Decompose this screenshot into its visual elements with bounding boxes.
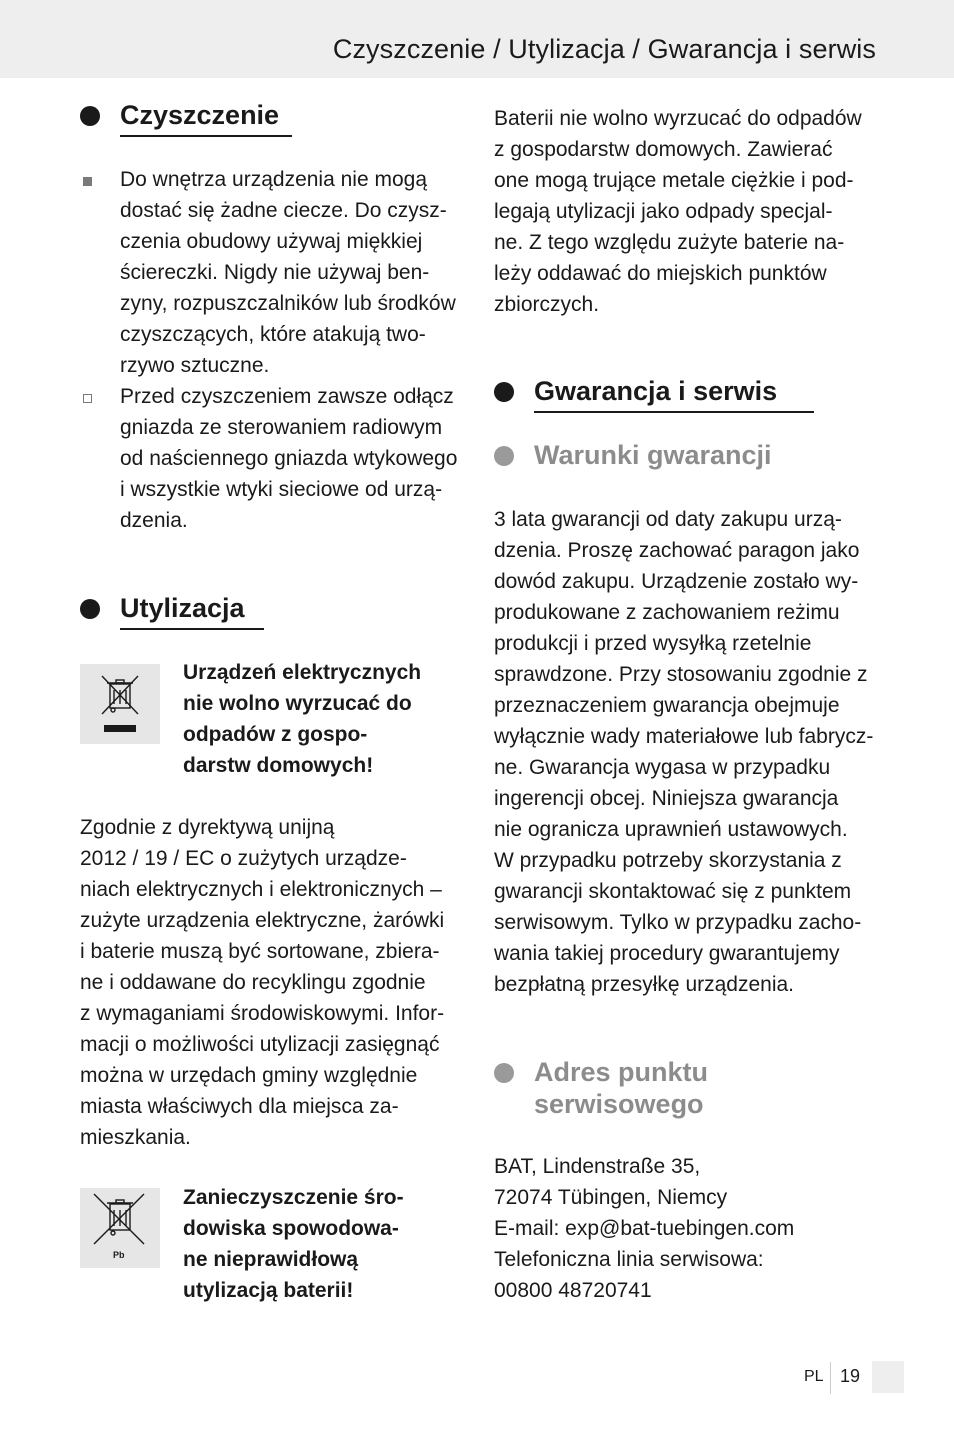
text-line: gwarancji skontaktować się z punktem <box>494 880 852 903</box>
text-line: zużyte urządzenia elektryczne, żarówki <box>80 909 445 932</box>
text-line: dzenia. Proszę zachować paragon jako <box>494 539 860 562</box>
bullet-dot-icon <box>80 106 100 126</box>
page-number: 19 <box>840 1366 861 1386</box>
text-line: Urządzeń elektrycznych <box>183 661 422 684</box>
text-line: miasta właściwych dla miejsca za- <box>80 1095 399 1118</box>
crossed-bin-pb-icon <box>80 1188 160 1268</box>
address-heading-text <box>534 1056 708 1120</box>
text-line: BAT, Lindenstraße 35, <box>494 1155 701 1178</box>
heading-underline <box>534 411 814 413</box>
heading-underline <box>120 628 264 630</box>
cleaning-item-2-text <box>120 381 457 536</box>
text-line: utylizacją baterii! <box>183 1279 354 1302</box>
footer-tab <box>872 1361 904 1393</box>
cleaning-item-1-text <box>120 164 456 381</box>
warranty-heading <box>494 376 777 407</box>
text-line: legają utylizacji jako odpady specjal- <box>494 200 833 223</box>
text-line: 72074 Tübingen, Niemcy <box>494 1186 728 1209</box>
pb-label: Pb <box>113 1250 125 1260</box>
text-line: macji o możliwości utylizacji zasięgnąć <box>80 1033 440 1056</box>
text-line: ściereczki. Nigdy nie używaj ben- <box>120 261 430 284</box>
text-line: leży oddawać do miejskich punktów <box>494 262 827 285</box>
footer-divider <box>830 1362 831 1394</box>
heading-underline <box>120 135 292 137</box>
cleaning-heading <box>80 100 279 131</box>
directive-paragraph <box>80 812 444 1153</box>
text-line: zbiorczych. <box>494 293 600 316</box>
text-line: 2012 / 19 / EC o zużytych urządze- <box>80 847 407 870</box>
text-line: sprawdzone. Przy stosowaniu zgodnie z <box>494 663 868 686</box>
text-line: nie ogranicza uprawnień ustawowych. <box>494 818 848 841</box>
text-line: wyłącznie wady materiałowe lub fabrycz- <box>494 725 874 748</box>
text-line: odpadów z gospo- <box>183 723 368 746</box>
text-line: dzenia. <box>120 509 188 532</box>
text-line: rzywo sztuczne. <box>120 354 270 377</box>
address-heading <box>494 1056 708 1120</box>
conditions-heading <box>494 439 772 471</box>
text-line: dostać się żadne ciecze. Do czysz- <box>120 199 447 222</box>
text-line: darstw domowych! <box>183 754 374 777</box>
address-block <box>494 1151 794 1306</box>
battery-paragraph <box>494 103 862 320</box>
text-line: bezpłatną przesyłkę urządzenia. <box>494 973 795 996</box>
text-line: z wymaganiami środowiskowymi. Infor- <box>80 1002 445 1025</box>
square-bullet-icon <box>83 177 92 186</box>
text-line: nie wolno wyrzucać do <box>183 692 412 715</box>
bullet-dot-icon <box>494 1063 514 1083</box>
disposal-heading-text: Utylizacja <box>120 593 245 623</box>
text-line: i baterie muszą być sortowane, zbiera- <box>80 940 440 963</box>
text-line: produkowane z zachowaniem reżimu <box>494 601 840 624</box>
text-line: czyszczących, które atakują two- <box>120 323 426 346</box>
text-line: dowiska spowodowa- <box>183 1217 399 1240</box>
electrical-warning-text <box>183 657 421 781</box>
bullet-dot-icon <box>494 382 514 402</box>
bullet-dot-icon <box>80 599 100 619</box>
email-text: E-mail: exp@bat-tuebingen.com <box>494 1217 795 1240</box>
text-line: Baterii nie wolno wyrzucać do odpadów <box>494 107 862 130</box>
text-line: zyny, rozpuszczalników lub środków <box>120 292 456 315</box>
text-line: W przypadku potrzeby skorzystania z <box>494 849 842 872</box>
text-line: niach elektrycznych i elektronicznych – <box>80 878 442 901</box>
text-line: można w urzędach gminy względnie <box>80 1064 418 1087</box>
text-line: od naściennego gniazda wtykowego <box>120 447 458 470</box>
conditions-heading-text: Warunki gwarancji <box>534 440 772 470</box>
text-line: serwisowego <box>534 1089 704 1119</box>
text-line: serwisowym. Tylko w przypadku zacho- <box>494 911 862 934</box>
text-line: Zanieczyszczenie śro- <box>183 1186 404 1209</box>
text-line: wania takiej procedury gwarantujemy <box>494 942 840 965</box>
disposal-heading <box>80 593 245 624</box>
crossed-bin-icon <box>80 664 160 744</box>
text-line: czenia obudowy używaj miękkiej <box>120 230 423 253</box>
text-line: ne nieprawidłową <box>183 1248 359 1271</box>
text-line: dowód zakupu. Urządzenie zostało wy- <box>494 570 859 593</box>
phone-text: 00800 48720741 <box>494 1279 652 1302</box>
text-line: Przed czyszczeniem zawsze odłącz <box>120 385 454 408</box>
footer-language: PL <box>804 1368 824 1385</box>
bullet-dot-icon <box>494 446 514 466</box>
cleaning-heading-text: Czyszczenie <box>120 100 280 130</box>
text-line: Zgodnie z dyrektywą unijną <box>80 816 335 839</box>
warranty-heading-text: Gwarancja i serwis <box>534 376 778 406</box>
text-line: przeznaczeniem gwarancja obejmuje <box>494 694 840 717</box>
text-line: ingerencji obcej. Niniejsza gwarancja <box>494 787 839 810</box>
battery-warning-text <box>183 1182 404 1306</box>
page-header-title: Czyszczenie / Utylizacja / Gwarancja i serwis <box>332 34 876 64</box>
text-line: i wszystkie wtyki sieciowe od urzą- <box>120 478 443 501</box>
text-line: Do wnętrza urządzenia nie mogą <box>120 168 428 191</box>
text-line: ne i oddawane do recyklingu zgodnie <box>80 971 426 994</box>
text-line: Telefoniczna linia serwisowa: <box>494 1248 764 1271</box>
text-line: produkcji i przed wysyłką rzetelnie <box>494 632 812 655</box>
text-line: ne. Z tego względu zużyte baterie na- <box>494 231 845 254</box>
text-line: gniazda ze sterowaniem radiowym <box>120 416 443 439</box>
empty-square-bullet-icon <box>83 394 92 403</box>
conditions-paragraph <box>494 504 873 1000</box>
text-line: z gospodarstw domowych. Zawierać <box>494 138 833 161</box>
text-line: Adres punktu <box>534 1057 709 1087</box>
text-line: mieszkania. <box>80 1126 191 1149</box>
text-line: one mogą trujące metale ciężkie i pod- <box>494 169 854 192</box>
text-line: 3 lata gwarancji od daty zakupu urzą- <box>494 508 842 531</box>
text-line: ne. Gwarancja wygasa w przypadku <box>494 756 831 779</box>
